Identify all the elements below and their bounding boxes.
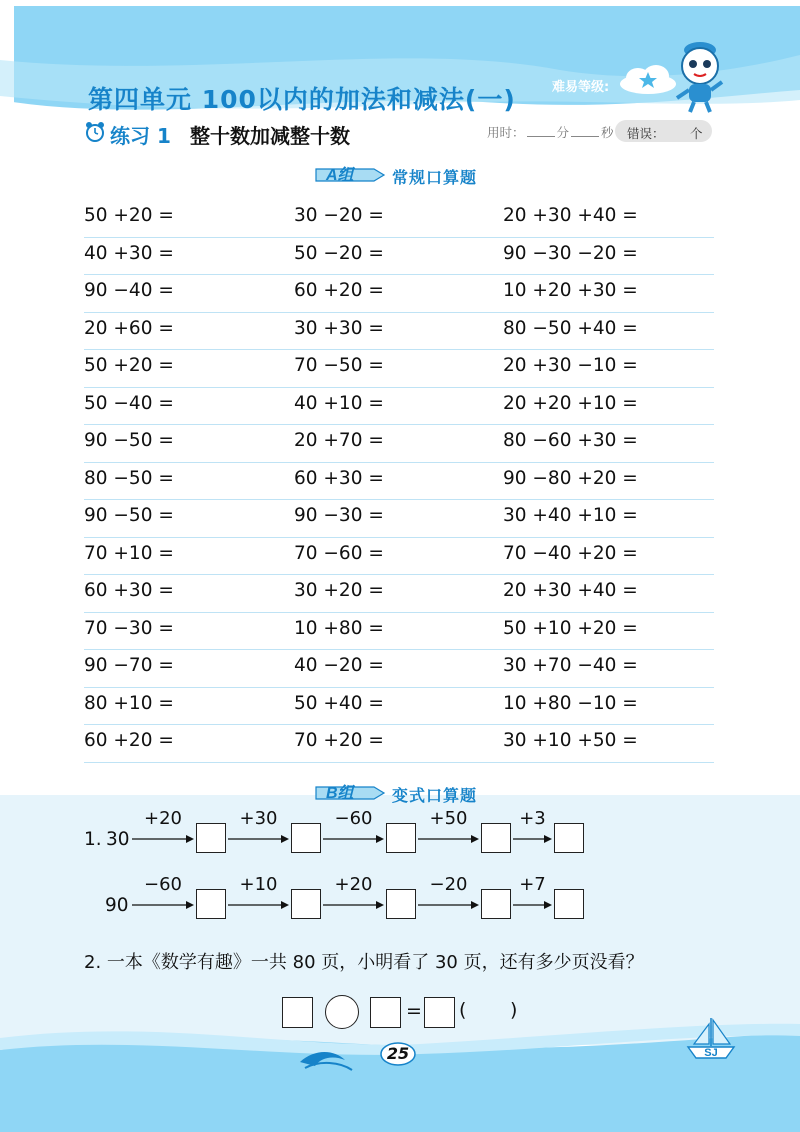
problem-grid — [84, 200, 714, 763]
seconds-blank[interactable] — [571, 126, 599, 137]
unit-paren-close: ) — [510, 999, 518, 1021]
problem-row — [84, 613, 714, 651]
chain-operation-label: +30 — [239, 808, 278, 829]
chain-operation-label: −60 — [144, 874, 182, 895]
problem-expression: 20 +30 −10 = — [503, 355, 638, 376]
minute-label: 分 — [556, 125, 570, 140]
chain-answer-box[interactable] — [386, 889, 416, 919]
problem-expression: 30 −20 = — [294, 205, 384, 226]
second-label: 秒 — [601, 125, 614, 140]
problem-expression: 70 −40 +20 = — [503, 542, 638, 564]
chain-operation-label: −20 — [429, 874, 468, 895]
practice-topic: 整十数加减整十数 — [190, 124, 350, 148]
problem-expression: 60 +30 = — [294, 467, 384, 489]
footer-banner — [0, 1010, 800, 1132]
problem-row — [84, 313, 714, 351]
group-a-tag — [312, 163, 388, 191]
problem-expression: 30 +70 −40 = — [503, 655, 638, 676]
problem-row — [84, 538, 714, 576]
problem-row — [84, 238, 714, 276]
problem-row — [84, 500, 714, 538]
problem-row — [84, 388, 714, 426]
problem-expression: 70 +10 = — [84, 542, 174, 564]
problem-expression: 50 +10 +20 = — [503, 617, 638, 639]
problem-expression: 90 −80 +20 = — [503, 467, 638, 489]
chain-start-number: 30 — [106, 829, 130, 850]
problem-expression: 30 +40 +10 = — [503, 505, 638, 526]
group-a-title: 常规口算题 — [392, 168, 478, 187]
problem-expression: 20 +20 +10 = — [503, 392, 638, 414]
problem-expression: 90 −30 −20 = — [503, 242, 638, 264]
problem-expression: 70 −60 = — [294, 542, 384, 564]
problem-row — [84, 425, 714, 463]
problem-expression: 90 −40 = — [84, 280, 174, 301]
chain-answer-box[interactable] — [196, 889, 226, 919]
chain-arrow — [228, 900, 289, 910]
logo-text: SJ — [704, 1047, 718, 1059]
chain-arrow — [132, 834, 194, 844]
group-b-title: 变式口算题 — [392, 786, 478, 805]
word-problem-question: 2. 一本《数学有趣》一共 80 页，小明看了 30 页，还有多少页没看？ — [84, 952, 644, 973]
chain-arrow — [513, 834, 552, 844]
problem-expression: 90 −50 = — [84, 430, 174, 451]
time-label: 用时： — [487, 125, 525, 140]
problem-expression: 10 +80 −10 = — [503, 692, 638, 714]
chain-operation-label: +20 — [144, 808, 182, 829]
chain-operation-label: +50 — [429, 808, 468, 829]
group-a-tag-text: A组 — [326, 167, 354, 184]
unit-paren-open: ( — [459, 999, 467, 1021]
problem-expression: 40 −20 = — [294, 655, 384, 676]
problem-expression: 30 +10 +50 = — [503, 730, 638, 751]
page-number-badge — [380, 1042, 416, 1066]
problem-expression: 60 +30 = — [84, 580, 174, 601]
problem-expression: 40 +30 = — [84, 242, 174, 264]
error-count-pill — [615, 120, 712, 142]
chain-answer-box[interactable] — [386, 823, 416, 853]
chain-operation-label: −60 — [334, 808, 373, 829]
problem-expression: 50 +20 = — [84, 205, 174, 226]
minutes-blank[interactable] — [527, 126, 555, 137]
chain-answer-box[interactable] — [196, 823, 226, 853]
problem-expression: 20 +70 = — [294, 430, 384, 451]
problem-expression: 40 +10 = — [294, 392, 384, 414]
problem-expression: 50 −40 = — [84, 392, 174, 414]
chain-answer-box[interactable] — [554, 889, 584, 919]
problem-expression: 70 −30 = — [84, 617, 174, 639]
problem-expression: 80 −50 +40 = — [503, 317, 638, 339]
problem-expression: 80 −60 +30 = — [503, 430, 638, 451]
chain-arrow — [418, 834, 479, 844]
problem-expression: 80 −50 = — [84, 467, 174, 489]
chain-arrow — [323, 834, 384, 844]
problem-expression: 70 −50 = — [294, 355, 384, 376]
problem-row — [84, 688, 714, 726]
problem-expression: 90 −50 = — [84, 505, 174, 526]
chain-answer-box[interactable] — [291, 889, 321, 919]
chain-arrow — [418, 900, 479, 910]
problem-expression: 30 +30 = — [294, 317, 384, 339]
group-b-tag — [312, 781, 388, 809]
problem-expression: 20 +60 = — [84, 317, 174, 339]
chain-operation-label: +10 — [239, 874, 278, 895]
mascot-icon — [672, 38, 728, 118]
problem-row — [84, 725, 714, 763]
sailboat-logo-icon — [684, 1014, 738, 1068]
chain-arrow — [228, 834, 289, 844]
problem-expression: 50 +40 = — [294, 692, 384, 714]
chain-answer-box[interactable] — [291, 823, 321, 853]
error-unit: 个 — [690, 126, 703, 141]
problem-expression: 80 +10 = — [84, 692, 174, 714]
chain-answer-box[interactable] — [554, 823, 584, 853]
problem-row — [84, 650, 714, 688]
problem-expression: 90 −70 = — [84, 655, 174, 676]
problem-expression: 30 +20 = — [294, 580, 384, 601]
chain-operation-label: +3 — [519, 808, 546, 829]
chain-arrow — [132, 900, 194, 910]
problem-expression: 50 −20 = — [294, 242, 384, 264]
problem-expression: 20 +30 +40 = — [503, 205, 638, 226]
equals-sign: = — [406, 1000, 422, 1022]
chain-arrow — [513, 900, 552, 910]
problem-row — [84, 463, 714, 501]
problem-expression: 60 +20 = — [84, 730, 174, 751]
error-label: 错误： — [627, 126, 665, 141]
difficulty-cloud-icon — [618, 64, 678, 100]
problem-expression: 20 +30 +40 = — [503, 580, 638, 601]
problem-expression: 60 +20 = — [294, 280, 384, 301]
chain-operation-label: +7 — [519, 874, 546, 895]
time-used — [487, 123, 614, 141]
problem-expression: 70 +20 = — [294, 730, 384, 751]
problem-row — [84, 200, 714, 238]
chain-start-number: 90 — [105, 895, 129, 916]
problem-row — [84, 275, 714, 313]
problem-row — [84, 575, 714, 613]
problem-expression: 10 +20 +30 = — [503, 280, 638, 301]
page-number: 25 — [386, 1044, 410, 1063]
group-b-tag-text: B组 — [326, 785, 354, 802]
unit-title: 第四单元 100以内的加法和减法(一) — [88, 85, 516, 114]
chain-arrow — [323, 900, 384, 910]
problem-expression: 10 +80 = — [294, 617, 384, 639]
alarm-clock-icon — [84, 121, 106, 147]
problem-row — [84, 350, 714, 388]
practice-label: 练习 1 — [110, 124, 171, 148]
problem-expression: 50 +20 = — [84, 355, 174, 376]
difficulty-label: 难易等级: — [552, 80, 610, 95]
chain-question-number: 1. — [84, 829, 102, 850]
problem-expression: 90 −30 = — [294, 505, 384, 526]
chain-operation-label: +20 — [334, 874, 373, 895]
